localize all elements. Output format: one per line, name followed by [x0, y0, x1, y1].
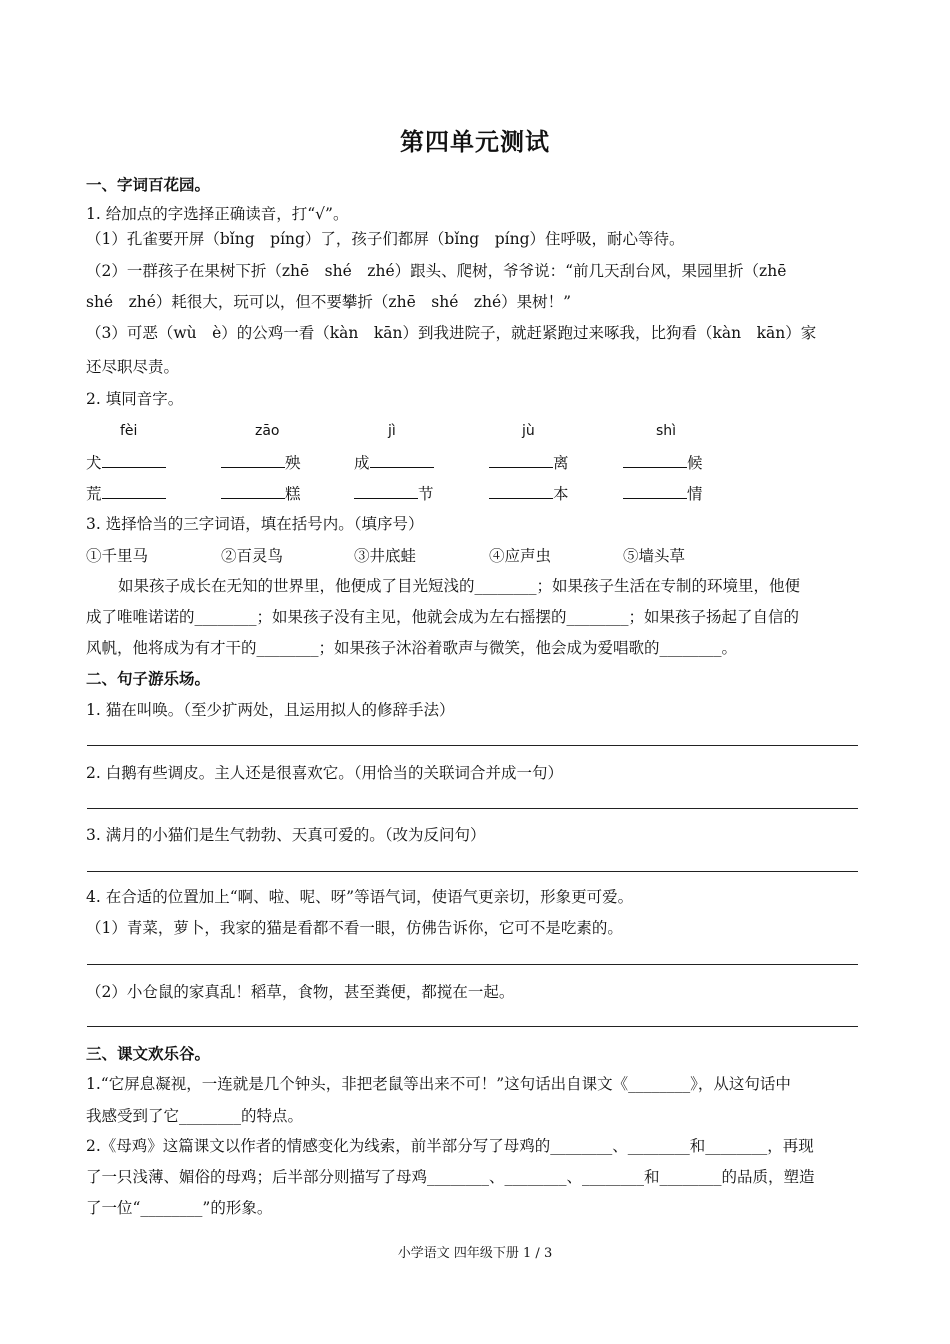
cell-suffix: 节	[418, 485, 434, 503]
cell-suffix: 离	[553, 454, 569, 472]
homophone-r1-c3	[354, 451, 434, 473]
answer-line[interactable]	[87, 964, 858, 965]
answer-blank[interactable]	[489, 452, 553, 468]
cell-prefix: 荒	[86, 485, 102, 503]
homophone-r1-c1	[86, 451, 166, 473]
answer-blank[interactable]	[102, 452, 166, 468]
answer-blank[interactable]	[489, 483, 553, 499]
page-title: 第四单元测试	[400, 127, 550, 156]
section-2-heading: 二、句子游乐场。	[86, 669, 211, 688]
answer-blank[interactable]	[623, 483, 687, 499]
answer-blank[interactable]	[221, 483, 285, 499]
q3-paragraph-3: 风帆，他将成为有才干的________；如果孩子沐浴着歌声与微笑，他会成为爱唱歌的________。	[86, 639, 738, 657]
q3-paragraph-2: 成了唯唯诺诺的________；如果孩子没有主见，他就会成为左右摇摆的________；如果孩子扬起了自信的	[86, 608, 800, 626]
q2-prompt: 2. 填同音字。	[86, 390, 184, 408]
option-5: ⑤墙头草	[623, 547, 686, 565]
q3-paragraph-1: 如果孩子成长在无知的世界里，他便成了目光短浅的________；如果孩子生活在专制的环境里，他便	[118, 577, 801, 595]
option-2: ②百灵鸟	[221, 547, 284, 565]
option-1: ①千里马	[86, 547, 149, 565]
homophone-r2-c4	[489, 482, 569, 504]
s2-q2: 2. 白鹅有些调皮。主人还是很喜欢它。（用恰当的关联词合并成一句）	[86, 764, 563, 782]
pinyin-4: jù	[522, 423, 535, 439]
homophone-r2-c3	[354, 482, 434, 504]
s3-q1-line-2: 我感受到了它________的特点。	[86, 1107, 304, 1125]
option-4: ④应声虫	[489, 547, 552, 565]
s3-q2-line-2: 了一只浅薄、媚俗的母鸡；后半部分则描写了母鸡________、________、________和________的品质，塑造	[86, 1168, 815, 1186]
cell-suffix: 候	[687, 454, 703, 472]
q1-line-2a: （2）一群孩子在果树下折（zhē shé zhé）跟头、爬树，爷爷说：“前几天刮台风，果园里折（zhē	[86, 262, 787, 280]
answer-blank[interactable]	[354, 483, 418, 499]
answer-blank[interactable]	[623, 452, 687, 468]
answer-blank[interactable]	[102, 483, 166, 499]
cell-prefix: 成	[354, 454, 370, 472]
q3-prompt: 3. 选择恰当的三字词语，填在括号内。（填序号）	[86, 515, 424, 533]
option-3: ③井底蛙	[354, 547, 417, 565]
s3-q1-line-1: 1.“它屏息凝视，一连就是几个钟头，非把老鼠等出来不可！”这句话出自课文《________》，从这句话中	[86, 1075, 791, 1093]
s2-q1: 1. 猫在叫唤。（至少扩两处，且运用拟人的修辞手法）	[86, 701, 455, 719]
answer-blank[interactable]	[221, 452, 285, 468]
q1-line-2b: shé zhé）耗很大，玩可以，但不要攀折（zhē shé zhé）果树！”	[86, 293, 572, 311]
homophone-r2-c5	[623, 482, 703, 504]
pinyin-1: fèi	[120, 423, 138, 439]
pinyin-5: shì	[656, 423, 677, 439]
answer-line[interactable]	[87, 745, 858, 746]
homophone-r1-c4	[489, 451, 569, 473]
cell-prefix: 犬	[86, 454, 102, 472]
s2-q4-item-2: （2）小仓鼠的家真乱！稻草，食物，甚至粪便，都搅在一起。	[86, 983, 515, 1001]
s2-q4: 4. 在合适的位置加上“啊、啦、呢、呀”等语气词，使语气更亲切，形象更可爱。	[86, 888, 634, 906]
answer-line[interactable]	[87, 808, 858, 809]
q1-line-3b: 还尽职尽责。	[86, 358, 180, 376]
homophone-r1-c5	[623, 451, 703, 473]
s3-q2-line-1: 2.《母鸡》这篇课文以作者的情感变化为线索，前半部分写了母鸡的________、________和________，再现	[86, 1137, 814, 1155]
s3-q2-line-3: 了一位“________”的形象。	[86, 1199, 273, 1217]
s2-q4-item-1: （1）青菜，萝卜，我家的猫是看都不看一眼，仿佛告诉你，它可不是吃素的。	[86, 919, 623, 937]
page-footer: 小学语文 四年级下册 1 / 3	[397, 1246, 553, 1261]
answer-blank[interactable]	[370, 452, 434, 468]
q1-prompt: 1. 给加点的字选择正确读音，打“√”。	[86, 205, 349, 223]
cell-suffix: 殃	[285, 454, 301, 472]
q1-line-3a: （3）可恶（wù è）的公鸡一看（kàn kān）到我进院子，就赶紧跑过来啄我，比狗看（kàn kān）家	[86, 324, 817, 342]
homophone-r2-c1	[86, 482, 166, 504]
cell-suffix: 本	[553, 485, 569, 503]
answer-line[interactable]	[87, 871, 858, 872]
cell-suffix: 情	[687, 485, 703, 503]
s2-q3: 3. 满月的小猫们是生气勃勃、天真可爱的。（改为反问句）	[86, 826, 486, 844]
section-3-heading: 三、课文欢乐谷。	[86, 1044, 211, 1063]
answer-line[interactable]	[87, 1026, 858, 1027]
pinyin-3: jì	[388, 423, 396, 439]
section-1-heading: 一、字词百花园。	[86, 175, 211, 194]
homophone-r1-c2	[221, 451, 301, 473]
cell-suffix: 糕	[285, 485, 301, 503]
homophone-r2-c2	[221, 482, 301, 504]
pinyin-2: zāo	[255, 423, 280, 439]
q1-line-1: （1）孔雀要开屏（bǐng píng）了，孩子们都屏（bǐng píng）住呼吸，耐心等待。	[86, 230, 685, 248]
